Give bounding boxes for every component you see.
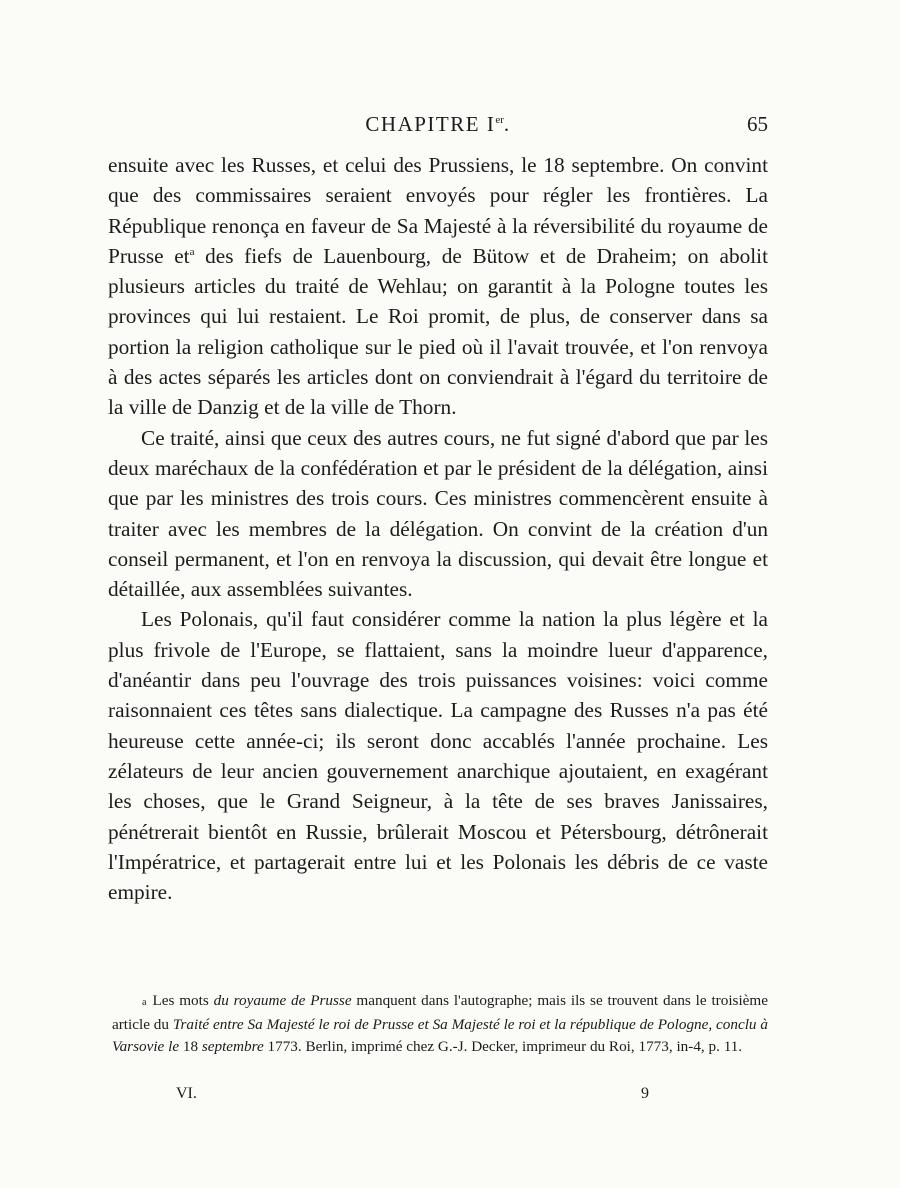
signature-mark: 9 bbox=[641, 1085, 649, 1102]
paragraph-1-part-2: des fiefs de Lauenbourg, de Bütow et de Draheim; on abolit plusieurs articles du traité de Wehlau; on garantit à la Pologne toutes les provinces qui lui restaient. Le Roi promit, de plus, de conserver dans sa portion la religion catholique sur le pied où il l'avait trouvée, et l'on renvoya à des actes séparés les articles dont on conviendrait à l'égard du territoire de la ville de Danzig et de la ville de Thorn. bbox=[108, 243, 769, 420]
footnote-block bbox=[112, 990, 768, 1058]
footnote-text: 18 bbox=[179, 1038, 202, 1055]
footnote-a bbox=[112, 990, 768, 1058]
footnote-italic: septembre bbox=[201, 1038, 264, 1055]
body-text bbox=[108, 150, 768, 907]
footnote-text: 1773. Berlin, imprimé chez G.-J. Decker, imprimeur du Roi, 1773, in-4, p. 11. bbox=[263, 1038, 743, 1055]
page-number: 65 bbox=[747, 112, 768, 136]
chapter-title-period: . bbox=[503, 112, 511, 136]
paragraph-1-part-1: ensuite avec les Russes, et celui des Prussiens, le 18 septembre. On convint que des commissaires seraient envoyés pour régler les frontières. La République renonça en faveur de Sa Majesté à la réversibilité du royaume de Prusse et bbox=[108, 153, 768, 268]
footnote-text: manquent dans l'autographe; mais ils se trouvent dans le troisième article du bbox=[112, 992, 768, 1033]
volume-number: VI. bbox=[176, 1085, 197, 1102]
chapter-title bbox=[108, 112, 768, 137]
running-head bbox=[108, 112, 768, 142]
chapter-title-superscript: er bbox=[495, 114, 504, 126]
chapter-title-text: CHAPITRE I bbox=[365, 112, 496, 136]
paragraph-3: Les Polonais, qu'il faut considérer comme la nation la plus légère et la plus frivole de l'Europe, se flattaient, sans la moindre lueur d'apparence, d'anéantir dans peu l'ouvrage des trois puissances voisines: voici comme raisonnaient ces têtes sans dialectique. La campagne des Russes n'a pas été heureuse cette année-ci; ils seront donc accablés l'année prochaine. Les zélateurs de leur ancien gouvernement anarchique ajoutaient, en exagérant les choses, que le Grand Seigneur, à la tête de ses braves Janissaires, pénétrerait bientôt en Russie, brûlerait Moscou et Pétersbourg, détrônerait l'Impératrice, et partagerait entre lui et les Polonais les débris de ce vaste empire. bbox=[108, 607, 768, 905]
footnote-reference: a bbox=[189, 245, 195, 258]
footnote-italic: Traité entre Sa Majesté le roi de Prusse et Sa Majesté le roi et la république de Pologne, conclu à Varsovie le bbox=[112, 1016, 768, 1055]
footnote-letter: a bbox=[142, 997, 147, 1008]
footnote-text: Les mots bbox=[152, 992, 214, 1009]
paragraph-2: Ce traité, ainsi que ceux des autres cours, ne fut signé d'abord que par les deux maréchaux de la confédération et par le président de la délégation, ainsi que par les ministres des trois cours. Ces ministres commencèrent ensuite à traiter avec les membres de la délégation. On convint de la création d'un conseil permanent, et l'on en renvoya la discussion, qui devait être longue et détaillée, aux assemblées suivantes. bbox=[108, 425, 768, 602]
paragraph-1 bbox=[108, 150, 768, 423]
page-footer bbox=[108, 1085, 768, 1109]
footnote-italic: du royaume de Prusse bbox=[213, 992, 352, 1009]
